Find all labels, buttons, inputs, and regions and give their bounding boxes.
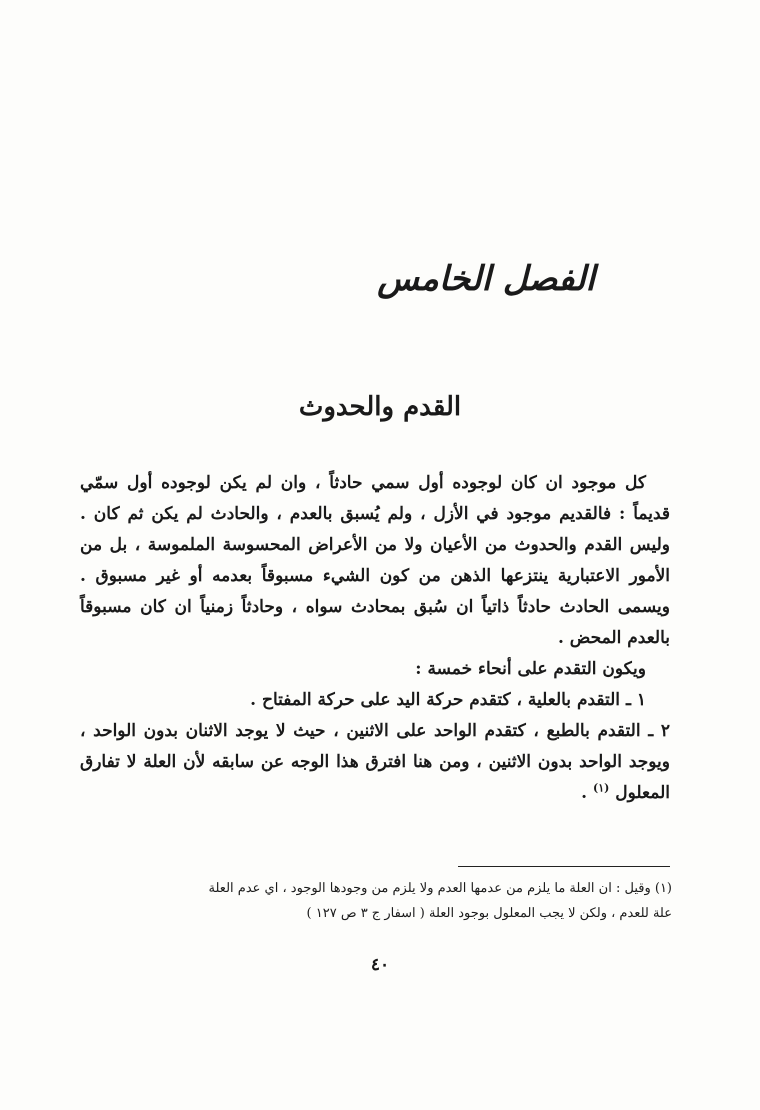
paragraph-type-2 [80,716,670,809]
paragraph-type-2-text: ٢ ـ التقدم بالطبع ، كتقدم الواحد على الاثنين ، حيث لا يوجد الاثنان بدون الواحد ، ويوجد الواحد بدون الاثنين ، ومن هنا افترق هذا الوجه عن سابقه لأن العلة لا تفارق المعلول [80,721,670,803]
footnote [76,876,672,926]
paragraph-type-2-end: . [581,783,594,803]
page-number: ٤٠ [370,955,390,975]
paragraph-definition: كل موجود ان كان لوجوده أول سمي حادثاً ، وان لم يكن لوجوده أول سمّي قديماً : فالقديم موجود في الأزل ، ولم يُسبق بالعدم ، والحادث لم يكن ثم كان . وليس القدم والحدوث من الأعيان ولا من الأعراض المحسوسة الملموسة ، بل من الأمور الاعتبارية ينتزعها الذهن من كون الشيء مسبوقاً بعدمه أو غير مسبوق . ويسمى الحادث حادثاً ذاتياً ان سُبق بمحادث سواه ، وحادثاً زمنياً ان كان مسبوقاً بالعدم المحض . [80,473,670,648]
body-text [80,468,670,809]
footnote-line-2: علة للعدم ، ولكن لا يجب المعلول بوجود العلة ( اسفار ج ٣ ص ١٢٧ ) [306,906,672,921]
section-title: القدم والحدوث [298,392,462,422]
footnote-reference: (١) [593,781,610,795]
footnote-line-1: (١) وقيل : ان العلة ما يلزم من عدمها العدم ولا يلزم من وجودها الوجود ، اي عدم العلة [208,881,672,896]
paragraph-type-1: ١ ـ التقدم بالعلية ، كتقدم حركة اليد على حركة المفتاح . [250,690,646,710]
chapter-heading: الفصل الخامس [377,259,595,299]
footnote-divider [458,866,670,867]
paragraph-types-intro: ويكون التقدم على أنحاء خمسة : [415,659,646,679]
